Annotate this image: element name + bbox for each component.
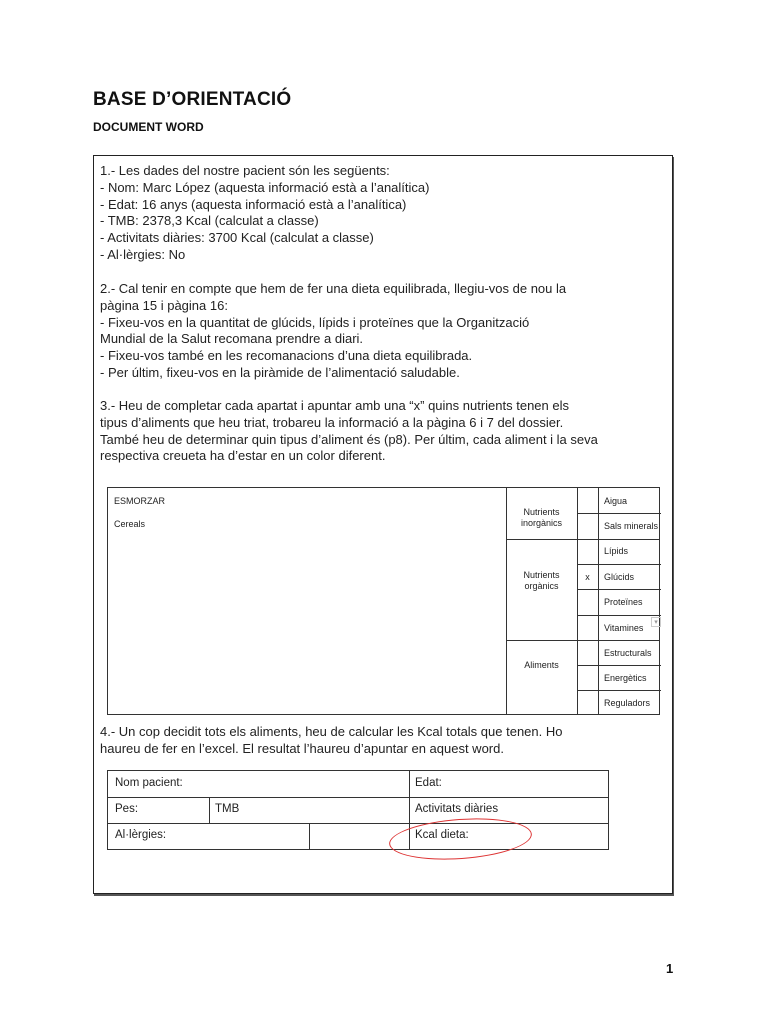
text-line: Nutrients <box>523 507 560 517</box>
group-organic-label <box>506 570 577 592</box>
text-line: - Edat: 16 anys (aquesta informació està a l’analítica) <box>100 196 407 212</box>
group-aliments-label: Aliments <box>524 660 559 670</box>
text-line: - Activitats diàries: 3700 Kcal (calculat a classe) <box>100 230 374 246</box>
diet-kcal-label[interactable]: Kcal dieta: <box>415 829 469 841</box>
text-line: - Per últim, fixeu-vos en la piràmide de l’alimentació saludable. <box>100 364 460 380</box>
text-line: També heu de determinar quin tipus d’aliment és (p8). Per últim, cada aliment i la seva <box>100 431 598 447</box>
paragraph-total-kcal <box>100 724 666 758</box>
text-line: 1.- Les dades del nostre pacient són les següents: <box>100 163 390 178</box>
text-line: - Al·lèrgies: No <box>100 246 186 262</box>
tmb-label[interactable]: TMB <box>215 803 240 815</box>
dropdown-chevron-icon[interactable]: ▾ <box>651 617 661 627</box>
item-proteines: Proteïnes <box>604 597 643 607</box>
paragraph-patient-data <box>100 163 666 264</box>
item-lipids: Lípids <box>604 546 629 556</box>
text-line: Mundial de la Salut recomana prendre a diari. <box>100 331 364 347</box>
age-label[interactable]: Edat: <box>415 777 442 789</box>
item-reguladors: Reguladors <box>604 698 651 708</box>
text-line: tipus d’aliments que heu triat, trobareu la informació a la pàgina 6 i 7 del dossier. <box>100 414 564 430</box>
group-inorganic-label <box>506 507 577 529</box>
allergies-label[interactable]: Al·lèrgies: <box>115 829 167 841</box>
document-subtitle: DOCUMENT WORD <box>93 120 204 134</box>
patient-name-label[interactable]: Nom pacient: <box>115 777 183 789</box>
meal-nutrient-table <box>107 487 660 715</box>
item-estructurals: Estructurals <box>604 648 652 658</box>
paragraph-balanced-diet <box>100 281 666 382</box>
text-line: - Fixeu-vos en la quantitat de glúcids, lípids i proteïnes que la Organització <box>100 314 530 330</box>
item-glucids: Glúcids <box>604 572 635 582</box>
text-line: respectiva creueta ha d’estar en un color diferent. <box>100 448 386 464</box>
meal-name: ESMORZAR <box>114 496 166 506</box>
text-line: orgànics <box>524 581 559 591</box>
page-number: 1 <box>666 961 674 976</box>
text-line: - Fixeu-vos també en les recomanacions d’una dieta equilibrada. <box>100 348 473 364</box>
text-line: haureu de fer en l’excel. El resultat l’haureu d’apuntar en aquest word. <box>100 740 504 756</box>
text-line: - TMB: 2378,3 Kcal (calculat a classe) <box>100 213 319 229</box>
text-line: - Nom: Marc López (aquesta informació està a l’analítica) <box>100 179 430 195</box>
cross-mark[interactable]: x <box>585 572 590 582</box>
text-line: 2.- Cal tenir en compte que hem de fer una dieta equilibrada, llegiu-vos de nou la <box>100 281 567 296</box>
paragraph-complete-sections <box>100 398 666 465</box>
text-line: 3.- Heu de completar cada apartat i apuntar amb una “x” quins nutrients tenen els <box>100 398 569 413</box>
text-line: pàgina 15 i pàgina 16: <box>100 297 228 313</box>
text-line: inorgànics <box>520 518 563 528</box>
item-vitamines: Vitamines <box>604 623 644 633</box>
daily-activities-label[interactable]: Activitats diàries <box>415 803 499 815</box>
food-name[interactable]: Cereals <box>114 519 146 529</box>
document-title: BASE D’ORIENTACIÓ <box>93 89 292 110</box>
text-line: 4.- Un cop decidit tots els aliments, heu de calcular les Kcal totals que tenen. Ho <box>100 724 563 739</box>
item-sals-minerals: Sals minerals <box>604 521 659 531</box>
item-energetics: Energètics <box>604 673 647 683</box>
text-line: Nutrients <box>523 570 560 580</box>
item-aigua: Aigua <box>604 496 628 506</box>
patient-summary-table <box>107 770 609 850</box>
weight-label[interactable]: Pes: <box>115 803 139 815</box>
